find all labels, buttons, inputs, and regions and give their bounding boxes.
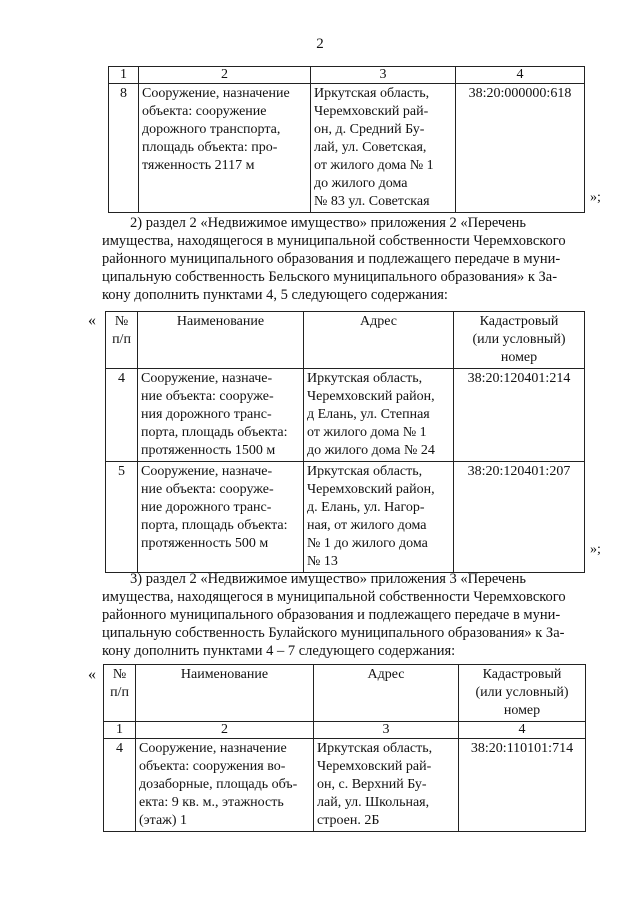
row-number: 4 [106,369,138,462]
text-line: д Елань, ул. Степная [307,407,430,422]
text-line: № 83 ул. Советская [314,194,430,209]
text-line: протяженность 500 м [141,536,269,551]
text-line: ципальную собственность Бельского муниципального образования» к За- [102,269,558,285]
address [314,739,459,832]
table-row [106,369,585,462]
text-line: Черемховский рай- [314,104,429,119]
text-line: имущества, находящегося в муниципальной собственности Черемховского [102,233,566,249]
header-address: Адрес [304,312,454,369]
closing-quote: »; [590,190,601,205]
row-number: 8 [109,84,139,213]
text-line: порта, площадь объекта: [141,425,288,440]
text-line: дорожного транспорта, [142,122,281,137]
object-name [138,462,304,573]
text-line: он, с. Верхний Бу- [317,777,427,792]
header-name: Наименование [138,312,304,369]
text-line: № 13 [307,554,338,569]
paragraph-2 [102,214,582,304]
text-line: районного муниципального образования и подлежащего передаче в муни- [102,251,561,267]
text-line: от жилого дома № 1 [314,158,434,173]
text-line: (этаж) 1 [139,813,188,828]
text-line: до жилого дома № 24 [307,443,435,458]
text-line: Черемховский рай- [317,759,432,774]
text-line: Иркутская область, [307,371,423,386]
text-line: ципальную собственность Булайского муниципального образования» к За- [102,625,565,641]
text-line: порта, площадь объекта: [141,518,288,533]
text-line: Сооружение, назначе- [141,371,273,386]
text-line: районного муниципального образования и подлежащего передаче в муни- [102,607,561,623]
text-line: имущества, находящегося в муниципальной собственности Черемховского [102,589,566,605]
header-row [106,312,585,369]
address [311,84,456,213]
col-num: 2 [136,722,314,739]
text-line: строен. 2Б [317,813,380,828]
col-num: 4 [456,67,585,84]
text-line: Иркутская область, [307,464,423,479]
address [304,369,454,462]
text-line: Черемховский район, [307,389,435,404]
col-num: 3 [311,67,456,84]
col-num: 1 [104,722,136,739]
text-line: екта: 9 кв. м., этажность [139,795,284,810]
text-line: ние объекта: сооруже- [141,482,274,497]
col-num: 4 [459,722,586,739]
text-line: Сооружение, назначение [139,741,287,756]
row-number: 5 [106,462,138,573]
header-num: № п/п [106,312,138,369]
text-line: Иркутская область, [314,86,430,101]
table-3 [103,664,586,832]
object-name [136,739,314,832]
row-number: 4 [104,739,136,832]
text-line: Иркутская область, [317,741,433,756]
opening-quote: « [88,312,96,329]
text-line: ние объекта: сооруже- [141,389,274,404]
page-number: 2 [316,36,324,52]
header-row [104,665,586,722]
text-line: протяженность 1500 м [141,443,276,458]
table-2 [105,311,585,573]
cadastral-number: 38:20:110101:714 [459,739,586,832]
header-address: Адрес [314,665,459,722]
text-line: дозаборные, площадь объ- [139,777,298,792]
text-line: кону дополнить пунктами 4, 5 следующего содержания: [102,287,448,303]
text-line: до жилого дома [314,176,408,191]
text-line: кону дополнить пунктами 4 – 7 следующего содержания: [102,643,456,659]
cadastral-number: 38:20:120401:207 [454,462,585,573]
opening-quote: « [88,666,96,683]
text-line: объекта: сооружения во- [139,759,286,774]
col-num: 2 [139,67,311,84]
header-name: Наименование [136,665,314,722]
text-line: он, д. Средний Бу- [314,122,425,137]
paragraph-3 [102,570,582,660]
text-line: ная, от жилого дома [307,518,427,533]
col-num: 3 [314,722,459,739]
cadastral-number: 38:20:000000:618 [456,84,585,213]
table-row [109,84,585,213]
text-line: ния дорожного транс- [141,407,272,422]
text-line: 3) раздел 2 «Недвижимое имущество» приложения 3 «Перечень [130,571,527,587]
col-num: 1 [109,67,139,84]
table-row [106,462,585,573]
text-line: лай, ул. Советская, [314,140,427,155]
text-line: Сооружение, назначение [142,86,290,101]
text-line: Черемховский район, [307,482,435,497]
text-line: от жилого дома № 1 [307,425,427,440]
text-line: д. Елань, ул. Нагор- [307,500,425,515]
header-cadastral: Кадастровый (или условный) номер [459,665,586,722]
closing-quote: »; [590,542,601,557]
object-name [138,369,304,462]
column-number-row [104,722,586,739]
column-number-row [109,67,585,84]
table-1 [108,66,585,213]
table-row [104,739,586,832]
cadastral-number: 38:20:120401:214 [454,369,585,462]
text-line: ние дорожного транс- [141,500,272,515]
header-num: № п/п [104,665,136,722]
text-line: № 1 до жилого дома [307,536,428,551]
text-line: тяженность 2117 м [142,158,255,173]
text-line: объекта: сооружение [142,104,267,119]
text-line: площадь объекта: про- [142,140,278,155]
text-line: Сооружение, назначе- [141,464,273,479]
text-line: лай, ул. Школьная, [317,795,430,810]
text-line: 2) раздел 2 «Недвижимое имущество» приложения 2 «Перечень [130,215,527,231]
object-name [139,84,311,213]
address [304,462,454,573]
header-cadastral: Кадастровый (или условный) номер [454,312,585,369]
